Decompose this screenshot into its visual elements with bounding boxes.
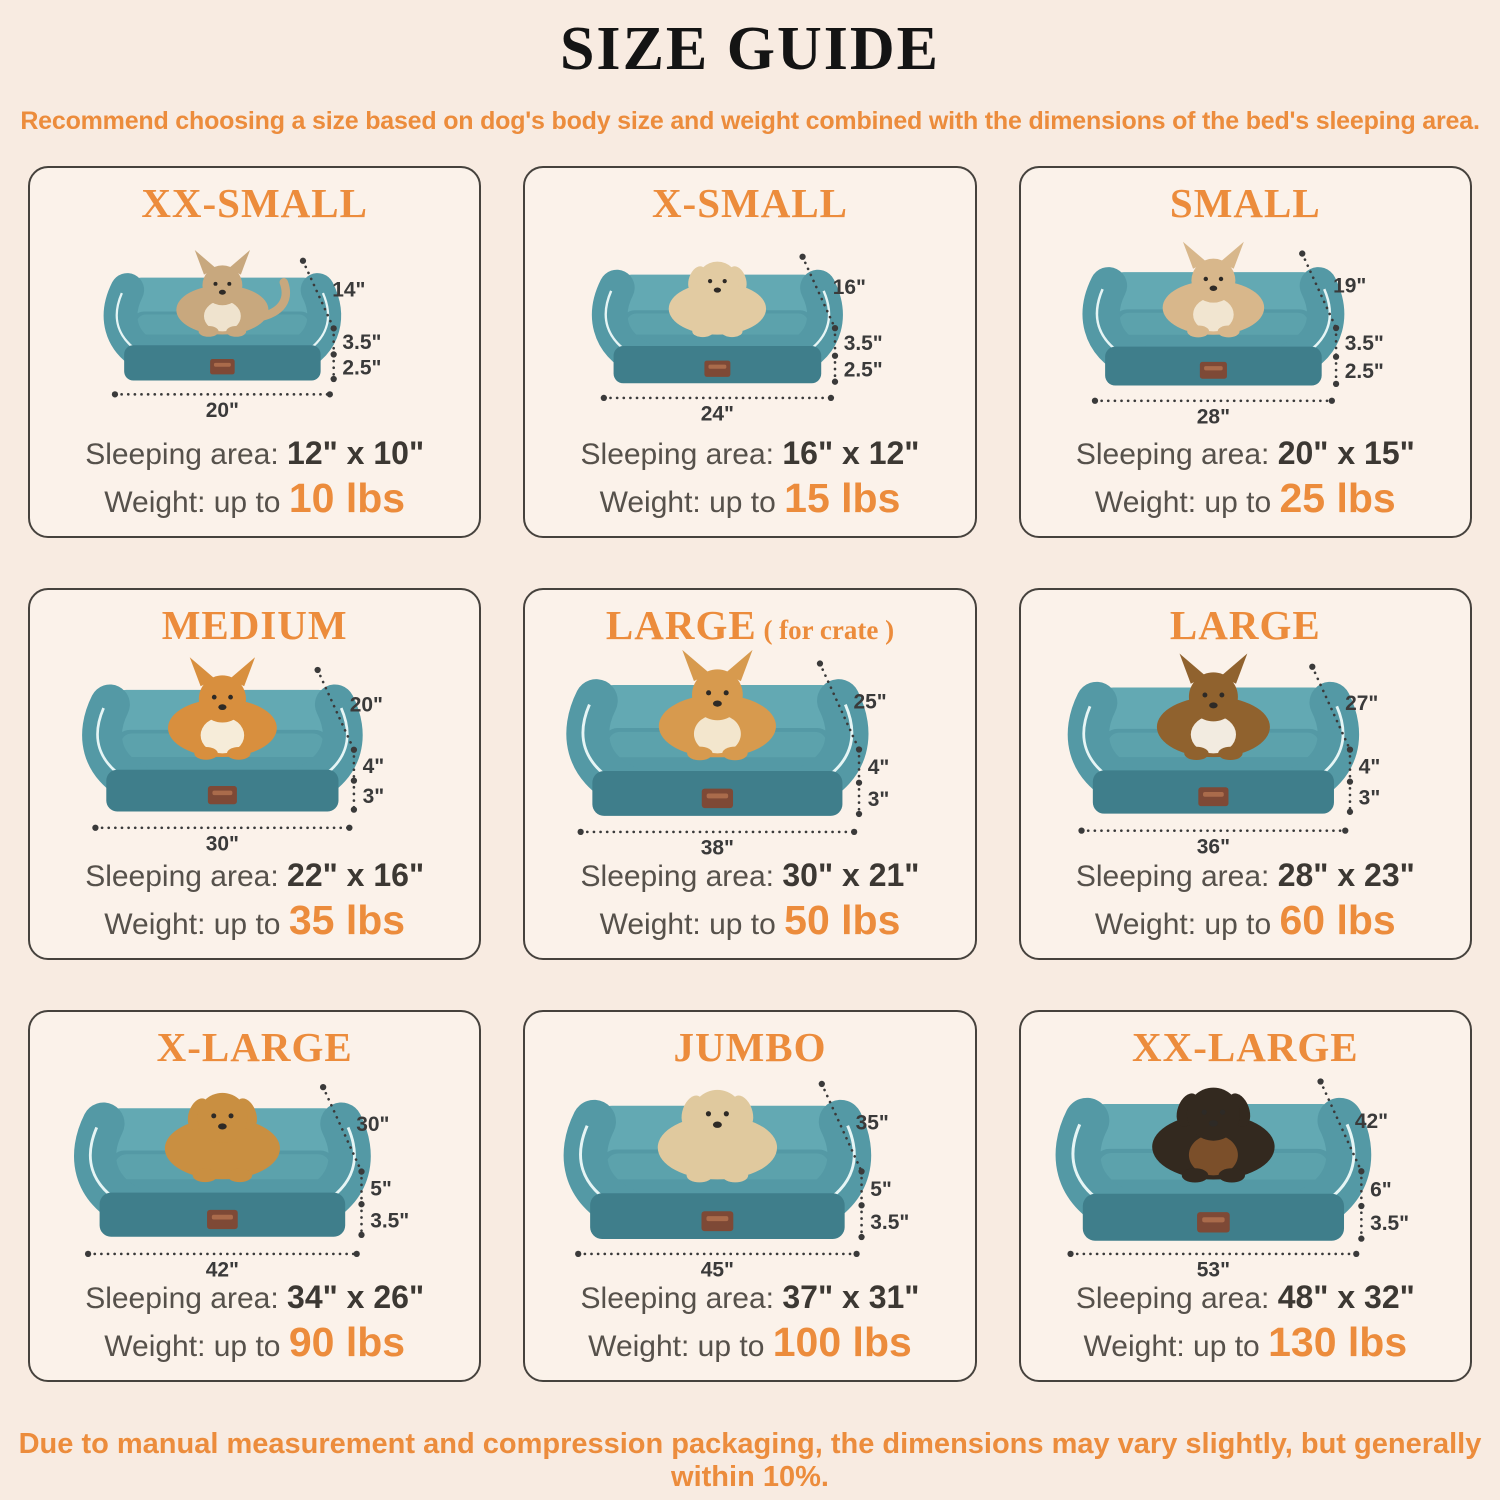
- header: [0, 0, 1500, 136]
- dim-dot: [92, 825, 98, 831]
- weight-value: 60 lbs: [1279, 897, 1396, 944]
- sleeping-area-line: Sleeping area: 34" x 26": [85, 1278, 425, 1315]
- dim-dot: [575, 1251, 581, 1257]
- dim-dot: [1317, 1079, 1323, 1085]
- pet-silhouette: [1162, 242, 1264, 338]
- dim-dot: [320, 1084, 326, 1090]
- footnote: Due to manual measurement and compression packaging, the dimensions may vary slightly, but generally within 10%.: [18, 1428, 1482, 1494]
- dim-label: 14": [332, 278, 366, 302]
- dim-dot: [1333, 381, 1339, 387]
- size-grid: [28, 166, 1472, 1382]
- dim-label: 36": [1196, 835, 1230, 857]
- size-card: [28, 588, 481, 960]
- dim-label: 3.5": [342, 331, 382, 355]
- weight-line: Weight: up to 130 lbs: [1083, 1319, 1408, 1366]
- size-name: JUMBO: [673, 1024, 827, 1071]
- sleeping-area-line: Sleeping area: 16" x 12": [580, 434, 920, 471]
- size-card: [1019, 588, 1472, 960]
- size-card: [523, 166, 976, 538]
- size-name: X-SMALL: [651, 180, 849, 227]
- bed-illustration-golden-retriever: [40, 1069, 469, 1278]
- sleeping-area-line: Sleeping area: 20" x 15": [1075, 434, 1415, 471]
- weight-value: 100 lbs: [772, 1319, 912, 1366]
- dim-label: 3.5": [844, 332, 884, 356]
- dim-label: 4": [868, 756, 890, 780]
- weight-line: Weight: up to 100 lbs: [588, 1319, 912, 1366]
- bed: [1083, 654, 1342, 814]
- dim-label: 27": [1344, 692, 1378, 716]
- brand-tag: [1197, 1212, 1230, 1232]
- dim-dot: [601, 395, 607, 401]
- sleeping-area-line: Sleeping area: 37" x 31": [580, 1278, 920, 1315]
- dim-dot: [1328, 398, 1334, 404]
- sleeping-area-line: Sleeping area: 22" x 16": [85, 856, 425, 893]
- dim-dot: [85, 1251, 91, 1257]
- dim-dot: [828, 395, 834, 401]
- size-name: XX-SMALL: [141, 180, 368, 227]
- dim-dot: [1358, 1236, 1364, 1242]
- weight-line: Weight: up to 35 lbs: [104, 897, 406, 944]
- weight-line: Weight: up to 15 lbs: [599, 475, 901, 522]
- bed-illustration-shih-tzu: [535, 225, 964, 434]
- page-title: SIZE GUIDE: [559, 15, 941, 83]
- dim-dot: [1299, 251, 1305, 257]
- dim-dot: [1309, 664, 1315, 670]
- dim-dot: [1342, 828, 1348, 834]
- weight-value: 130 lbs: [1268, 1319, 1408, 1366]
- dim-label: 45": [701, 1258, 735, 1279]
- sleeping-area-line: Sleeping area: 28" x 23": [1075, 856, 1415, 893]
- bed-illustration-collie: [1031, 647, 1460, 856]
- dim-label: 35": [855, 1111, 890, 1135]
- bed: [90, 1093, 354, 1237]
- weight-value: 15 lbs: [784, 475, 901, 522]
- dim-dot: [851, 829, 857, 835]
- sleeping-area-value: 37" x 31": [782, 1278, 920, 1315]
- size-name: SMALL: [1169, 180, 1321, 227]
- weight-line: Weight: up to 90 lbs: [104, 1319, 406, 1366]
- dim-label: 16": [833, 276, 867, 300]
- dim-label: 19": [1332, 274, 1366, 298]
- dim-label: 6": [1369, 1178, 1392, 1202]
- sleeping-area-value: 30" x 21": [782, 856, 920, 893]
- dim-dot: [354, 1251, 360, 1257]
- pet-silhouette: [669, 262, 766, 337]
- brand-tag: [702, 789, 733, 809]
- dim-label: 25": [853, 690, 887, 714]
- pet-silhouette: [165, 1093, 280, 1182]
- bed: [1073, 1088, 1354, 1241]
- weight-line: Weight: up to 50 lbs: [599, 897, 901, 944]
- sleeping-area-line: Sleeping area: 30" x 21": [580, 856, 920, 893]
- dim-label: 24": [701, 402, 735, 426]
- weight-value: 35 lbs: [288, 897, 406, 944]
- dim-dot: [859, 1234, 865, 1240]
- dim-dot: [1091, 398, 1097, 404]
- dim-dot: [358, 1232, 364, 1238]
- dim-dot: [854, 1251, 860, 1257]
- weight-value: 50 lbs: [784, 897, 901, 944]
- dim-label: 53": [1196, 1258, 1230, 1279]
- dim-dot: [856, 811, 862, 817]
- dim-dot: [832, 379, 838, 385]
- bed: [117, 250, 328, 380]
- weight-line: Weight: up to 25 lbs: [1094, 475, 1396, 522]
- size-card: [28, 1010, 481, 1382]
- size-name: LARGE ( for crate ): [605, 602, 895, 649]
- dim-label: 2.5": [844, 358, 884, 382]
- dim-dot: [112, 392, 118, 398]
- size-card: [523, 588, 976, 960]
- bed: [583, 650, 852, 816]
- sleeping-area-value: 12" x 10": [287, 434, 425, 471]
- dim-dot: [1353, 1251, 1359, 1257]
- pet-silhouette: [658, 1090, 777, 1182]
- dim-dot: [1346, 809, 1352, 815]
- size-name-suffix: ( for crate ): [756, 615, 895, 646]
- dim-label: 3": [868, 788, 890, 812]
- dim-label: 38": [701, 836, 735, 857]
- dim-label: 28": [1196, 405, 1230, 429]
- size-name: XX-LARGE: [1131, 1024, 1359, 1071]
- dim-dot: [800, 254, 806, 260]
- bed-illustration-labrador: [535, 1069, 964, 1278]
- size-name: MEDIUM: [161, 602, 348, 649]
- dim-label: 42": [205, 1258, 239, 1279]
- dim-dot: [327, 392, 333, 398]
- weight-line: Weight: up to 60 lbs: [1094, 897, 1396, 944]
- dim-label: 4": [362, 755, 385, 779]
- dim-label: 42": [1354, 1110, 1388, 1134]
- pet-silhouette: [659, 650, 776, 760]
- dim-label: 4": [1358, 755, 1380, 779]
- pet-silhouette: [1157, 654, 1270, 760]
- weight-value: 10 lbs: [288, 475, 406, 522]
- dim-label: 30": [205, 832, 239, 856]
- bed-illustration-shiba: [535, 647, 964, 856]
- dim-dot: [314, 667, 320, 673]
- sleeping-area-value: 16" x 12": [782, 434, 920, 471]
- brand-tag: [1198, 788, 1228, 807]
- dim-label: 5": [870, 1178, 893, 1202]
- sleeping-area-line: Sleeping area: 48" x 32": [1075, 1278, 1415, 1315]
- dim-label: 3.5": [870, 1211, 910, 1235]
- weight-line: Weight: up to 10 lbs: [104, 475, 406, 522]
- dim-dot: [351, 807, 357, 813]
- bed: [581, 1090, 855, 1239]
- dim-label: 3.5": [370, 1209, 410, 1233]
- sleeping-area-value: 34" x 26": [287, 1278, 425, 1315]
- size-name: LARGE: [1169, 602, 1321, 649]
- dim-dot: [331, 376, 337, 382]
- sleeping-area-line: Sleeping area: 12" x 10": [85, 434, 425, 471]
- dim-label: 30": [356, 1113, 390, 1137]
- size-card: [1019, 1010, 1472, 1382]
- dim-dot: [1078, 828, 1084, 834]
- dim-label: 3.5": [1369, 1212, 1409, 1236]
- weight-value: 90 lbs: [288, 1319, 406, 1366]
- dim-label: 2.5": [1344, 360, 1384, 384]
- bed: [98, 658, 348, 812]
- size-name: X-LARGE: [156, 1024, 353, 1071]
- bed-illustration-cat: [40, 225, 469, 434]
- sleeping-area-value: 22" x 16": [287, 856, 425, 893]
- sleeping-area-value: 20" x 15": [1277, 434, 1415, 471]
- bed-illustration-corgi: [40, 647, 469, 856]
- sleeping-area-value: 28" x 23": [1277, 856, 1415, 893]
- dim-label: 2.5": [342, 356, 382, 380]
- dim-dot: [346, 825, 352, 831]
- bed-illustration-french-bulldog: [1031, 225, 1460, 434]
- dim-label: 20": [205, 399, 239, 423]
- weight-value: 25 lbs: [1279, 475, 1396, 522]
- page-subtitle: Recommend choosing a size based on dog's body size and weight combined with the dimensions of the bed's sleeping area.: [20, 107, 1480, 136]
- dim-dot: [578, 829, 584, 835]
- brand-tag: [705, 361, 731, 377]
- dim-label: 20": [349, 693, 383, 717]
- bed: [1097, 242, 1330, 386]
- pet-silhouette: [168, 658, 277, 760]
- dim-dot: [817, 661, 823, 667]
- size-card: [28, 166, 481, 538]
- bed: [606, 262, 829, 384]
- dim-label: 5": [370, 1178, 392, 1202]
- dim-label: 3.5": [1344, 332, 1384, 356]
- dim-label: 3": [362, 785, 385, 809]
- dim-label: 3": [1358, 786, 1380, 810]
- size-card: [1019, 166, 1472, 538]
- size-card: [523, 1010, 976, 1382]
- pet-silhouette: [1152, 1088, 1274, 1183]
- dim-dot: [819, 1081, 825, 1087]
- sleeping-area-value: 48" x 32": [1277, 1278, 1415, 1315]
- dim-dot: [300, 258, 306, 264]
- dim-dot: [1067, 1251, 1073, 1257]
- bed-illustration-rottweiler: [1031, 1069, 1460, 1278]
